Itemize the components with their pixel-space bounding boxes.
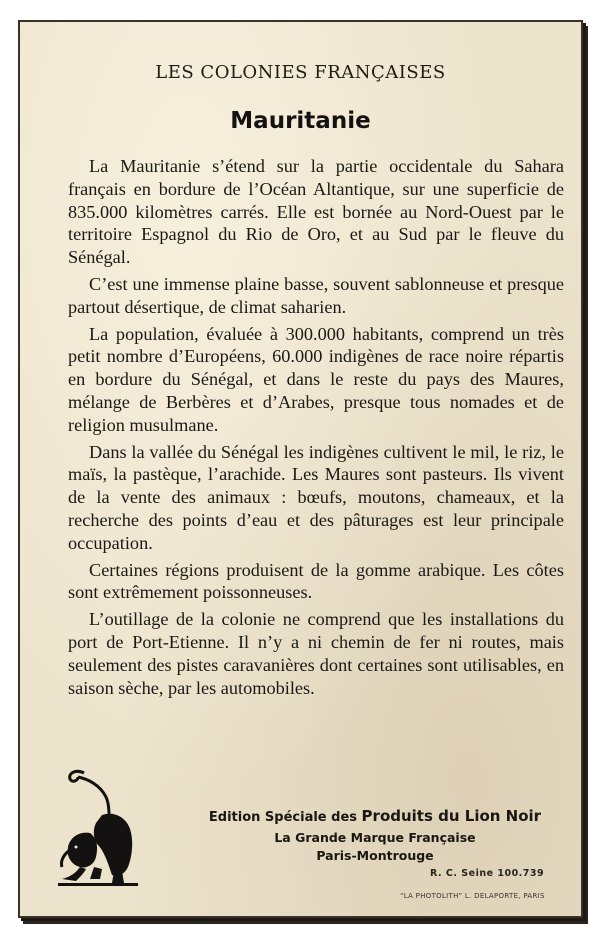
paragraph-geography: La Mauritanie s’étend sur la partie occidentale du Sahara français en bordure de l’Océan Altantique, sur une superficie de 835.000 kilomètres carrés. Elle est bornée au Nord-Ouest par le territoire Espagnol du Rio de Oro, et au Sud par le fleuve du Sénégal. xyxy=(68,156,564,268)
black-lion-icon xyxy=(50,767,150,892)
paragraph-resources: Certaines régions produisent de la gomme arabique. Les côtes sont extrêmement poissonneuses. xyxy=(68,559,564,603)
paragraph-climate: C’est une immense plaine basse, souvent sablonneuse et presque partout désertique, de climat saharien. xyxy=(68,273,564,317)
body-text xyxy=(68,155,564,703)
brand-name: Produits du Lion Noir xyxy=(361,807,542,825)
postcard xyxy=(18,20,583,918)
paragraph-population: La population, évaluée à 300.000 habitants, comprend un très petit nombre d’Européens, 60.000 indigènes de race noire répartis en bordure du Sénégal, et dans le reste du pays des Maures, mélange de Berbères et d’Arabes, presque tous nomades et de religion musulmane. xyxy=(68,323,564,435)
printer-credit: “LA PHOTOLITH” L. DELAPORTE, PARIS xyxy=(400,892,545,900)
page-title: Mauritanie xyxy=(230,108,371,134)
brand-tagline: La Grande Marque Française xyxy=(274,830,476,845)
publisher-line xyxy=(180,807,570,825)
publisher-prefix: Edition Spéciale des xyxy=(208,810,362,825)
registration-number: R. C. Seine 100.739 xyxy=(430,868,545,879)
series-heading: LES COLONIES FRANÇAISES xyxy=(155,62,446,83)
paragraph-agriculture: Dans la vallée du Sénégal les indigènes cultivent le mil, le riz, le maïs, la pastèque, l’arachide. Les Maures sont pasteurs. Ils vivent de la vente des animaux : bœufs, moutons, chameaux, et la recherche des points d’eau et des pâturages est leur principale occupation. xyxy=(68,441,564,553)
paragraph-infrastructure: L’outillage de la colonie ne comprend que les installations du port de Port-Etienne. Il n’y a ni chemin de fer ni routes, mais seulement des pistes caravanières dont certaines sont utilisables, en saison sèche, par les automobiles. xyxy=(68,609,564,698)
publisher-city: Paris-Montrouge xyxy=(316,848,434,863)
